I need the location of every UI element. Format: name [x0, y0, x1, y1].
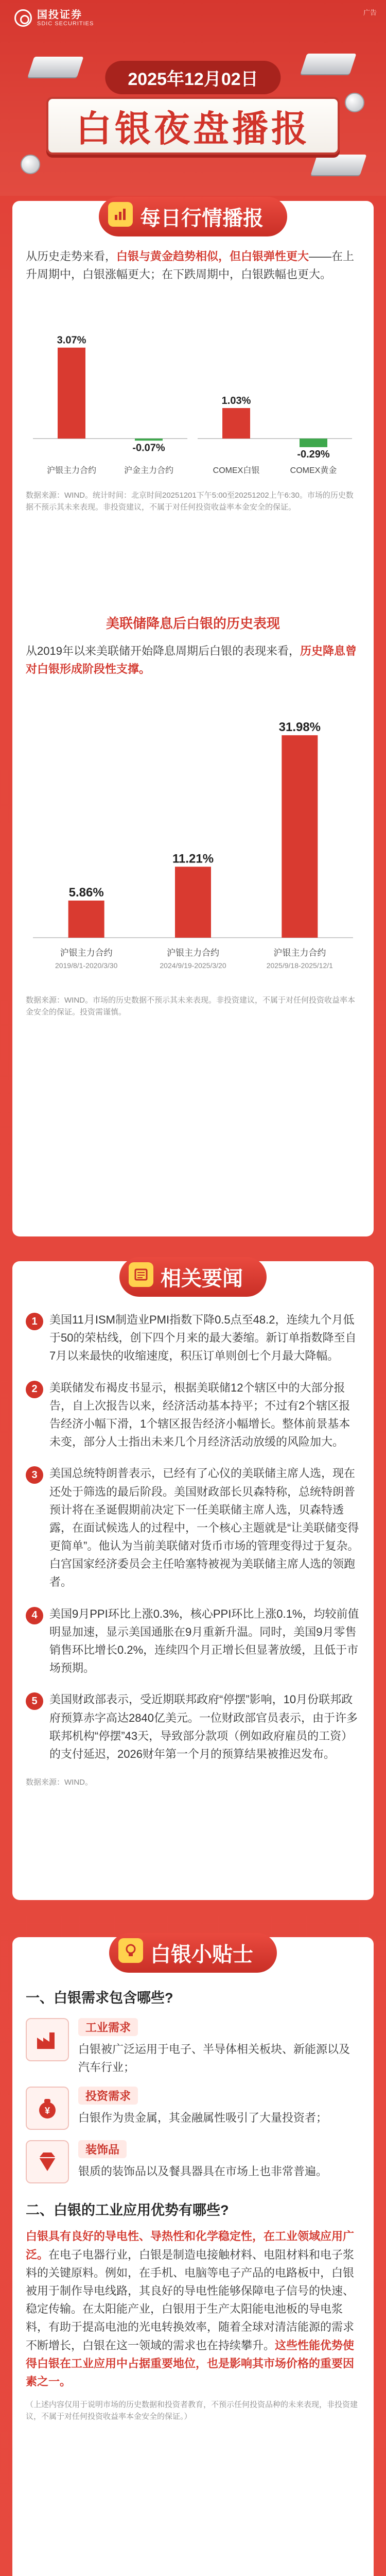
history-intro-prefix: 从2019年以来美联储开始降息周期后白银的表现来看， [26, 645, 300, 657]
chart-category-label: 沪银主力合约 [167, 948, 219, 958]
news-source: 数据来源：WIND。 [26, 1778, 93, 1787]
section-badge-label: 白银小贴士 [150, 1943, 253, 1966]
money-bag-icon [26, 2087, 69, 2130]
history-intro-highlight: 历史降息曾对白银形成阶段性支撑。 [26, 645, 357, 676]
news-item-number: 4 [26, 1607, 43, 1624]
chart-bar [222, 408, 250, 438]
news-item-number: 1 [26, 1313, 43, 1330]
daily-chart-svg [23, 319, 363, 479]
chart-period-label: 2025/9/18-2025/12/1 [266, 961, 333, 970]
daily-intro-suffix: ——在上升周期中，白银涨幅更大；在下跌周期中，白银跌幅也更大。 [26, 250, 355, 281]
silver-coin-icon [21, 155, 40, 174]
section-badge-tips [109, 1933, 277, 1973]
tip-tag-decoration: 装饰品 [78, 2140, 127, 2158]
chart-data-label: 1.03% [221, 395, 251, 407]
tips-card [12, 1937, 374, 2576]
newspaper-icon [129, 1262, 153, 1287]
chart-bar [175, 867, 211, 938]
daily-source: 数据来源：WIND。统计时间：北京时间20251201下午5:00至20251202上午6:30。市场的历史数据不预示其未来表现。非投资建议，不属于对任何投资收益率本金安全的保证。 [26, 491, 354, 512]
history-intro [26, 642, 360, 678]
chart-bar [282, 735, 318, 938]
silver-bar-icon [28, 57, 84, 77]
news-list [26, 1311, 360, 1788]
svg-text:¥: ¥ [44, 2106, 50, 2116]
tip-decoration [26, 2140, 360, 2183]
news-item [26, 1690, 360, 1763]
tip-text-investment: 白银作为贵金属，其金融属性吸引了大量投资者； [78, 2111, 328, 2125]
tips-answer-highlight-1: 白银具有良好的导电性、导热性和化学稳定性，在工业领域应用广泛。 [26, 2230, 355, 2261]
news-item-number: 5 [26, 1692, 43, 1710]
brand-logo-icon [14, 9, 32, 27]
tips-question-1: 一、白银需求包含哪些? [26, 1990, 173, 2006]
section-badge-daily [99, 197, 287, 236]
tips-question-2: 二、白银的工业应用优势有哪些? [26, 2202, 229, 2218]
tips-answer-highlight-2: 这些性能优势使得白银在工业应用中占据重要地位，也是影响其市场价格的重要因素之一。 [26, 2338, 355, 2388]
chart-category-label: COMEX黄金 [290, 466, 337, 475]
news-item-text: 美国11月ISM制造业PMI指数下降0.5点至48.2，连续九个月低于50的荣枯线，创下四个月来的最大萎缩。新订单指数降至自7月以来最快的收缩速度，积压订单则创七个月最大降幅。 [49, 1313, 357, 1363]
news-card [12, 1261, 374, 1900]
chart-data-label: 31.98% [278, 720, 321, 735]
history-chart [23, 696, 363, 984]
section-badge-label: 相关要闻 [161, 1267, 243, 1290]
brand-logo-block [14, 9, 94, 27]
chart-period-label: 2024/9/19-2025/3/20 [160, 961, 226, 970]
news-item-number: 2 [26, 1381, 43, 1398]
tip-text-decoration: 银质的装饰品以及餐具器具在市场上也非常普遍。 [78, 2165, 328, 2178]
tips-footnote: （上述内容仅用于说明市场的历史数据和投资者教育，不预示任何投资品种的未来表现，非投资建议，不属于对任何投资收益率本金安全的保证。） [26, 2400, 358, 2421]
lightbulb-icon [118, 1938, 143, 1963]
news-item-number: 3 [26, 1466, 43, 1484]
brand-name-en: SDIC SECURITIES [37, 21, 94, 27]
chart-bar [135, 438, 163, 440]
chart-category-label: 沪银主力合约 [46, 466, 97, 475]
gem-icon [26, 2140, 69, 2183]
tips-answer [26, 2227, 360, 2391]
daily-intro [26, 247, 360, 283]
chart-category-label: 沪银主力合约 [60, 948, 113, 958]
tips-content [26, 1987, 360, 2423]
history-chart-svg [23, 696, 363, 984]
daily-intro-prefix: 从历史走势来看， [26, 250, 117, 263]
section-badge-news [119, 1257, 267, 1297]
section-badge-label: 每日行情播报 [140, 207, 264, 230]
tip-tag-investment: 投资需求 [78, 2087, 138, 2105]
chart-category-label: 沪金主力合约 [124, 466, 174, 475]
silver-bar-icon [301, 54, 357, 74]
daily-intro-highlight: 白银与黄金趋势相似，但白银弹性更大 [116, 250, 309, 263]
silver-bar-icon [311, 155, 367, 175]
news-item-text: 美国总统特朗普表示，已经有了心仪的美联储主席人选，现在还处于筛选的最后阶段。美国财政部长贝森特称，总统特朗普预计将在圣诞假期前决定下一任美联储主席人选，贝森特透露，在面试候选人的过程中，一个核心主题就是“让美联储变得更简单”。他认为当前美联储对货币市场的管理变得过于复杂。白宫国家经济委员会主任哈塞特被视为美联储主席人选的领跑者。 [49, 1467, 359, 1589]
daily-chart [23, 319, 363, 479]
ad-tag: 广告 [363, 9, 377, 16]
chart-category-label: 沪银主力合约 [273, 948, 326, 958]
chart-data-label: 11.21% [172, 852, 214, 866]
history-source: 数据来源：WIND。市场的历史数据不预示其未来表现。非投资建议，不属于对任何投资收益率本金安全的保证。投资需谨慎。 [26, 996, 355, 1017]
chart-data-label: 3.07% [57, 334, 86, 346]
chart-bar [58, 348, 85, 439]
tip-investment [26, 2087, 360, 2130]
page-title: 白银夜盘播报 [46, 97, 340, 155]
chart-icon [108, 202, 133, 227]
report-date: 2025年12月02日 [105, 61, 280, 94]
chart-data-label: -0.29% [297, 448, 330, 460]
tips-answer-body: 在电子电器行业，白银是制造电接触材料、电阻材料和电子浆料的关键原料。例如，在手机、电脑等电子产品的电路板中，白银被用于制作导电线路，其良好的导电性能够保障电子信号的快速、稳定传输。在太阳能产业，白银用于生产太阳能电池板的导电浆料，有助于提高电池的光电转换效率，随着全球对清洁能源的需求不断增长，白银在这一领域的需求也在持续攀升。 [26, 2248, 355, 2352]
chart-data-label: -0.07% [132, 442, 165, 454]
daily-market-card [12, 201, 374, 1236]
chart-data-label: 5.86% [68, 886, 104, 900]
brand-name-cn: 国投证券 [37, 9, 82, 21]
chart-bar [68, 901, 104, 938]
tip-text-industrial: 白银被广泛运用于电子、半导体相关板块、新能源以及汽车行业； [78, 2043, 350, 2074]
silver-coin-icon [345, 93, 364, 112]
news-item [26, 1379, 360, 1451]
header-banner [0, 0, 386, 196]
news-item [26, 1311, 360, 1365]
chart-period-label: 2019/8/1-2020/3/30 [55, 961, 118, 970]
news-item-text: 美国财政部表示，受近期联邦政府“停摆”影响，10月份联邦政府预算赤字高达2840亿美元。一位财政部官员表示，由于许多联邦机构“停摆”43天，导致部分款项（例如政府雇员的工资）的支付延迟，2026财年第一个月的预算结果被推迟发布。 [49, 1693, 358, 1760]
history-title: 美联储降息后白银的历史表现 [106, 616, 280, 631]
chart-bar [300, 438, 327, 447]
factory-icon [26, 2018, 69, 2061]
tip-industrial [26, 2018, 360, 2076]
news-item-text: 美国9月PPI环比上涨0.3%，核心PPI环比上涨0.1%，均较前值明显加速，显示美国通胀在9月重新升温。同时，美国9月零售销售环比增长0.2%，连续四个月正增长但显著放缓，且低于市场预期。 [49, 1607, 359, 1675]
news-item [26, 1464, 360, 1591]
tip-tag-industrial: 工业需求 [78, 2018, 138, 2036]
news-item [26, 1605, 360, 1677]
chart-category-label: COMEX白银 [213, 466, 260, 475]
news-item-text: 美联储发布褐皮书显示，根据美联储12个辖区中的大部分报告，自上次报告以来，经济活动基本持平；不过有2个辖区报告经济小幅下滑，1个辖区报告经济小幅增长。整体前景基本未变，部分人士指出未来几个月经济活动放缓的风险加大。 [49, 1381, 350, 1449]
